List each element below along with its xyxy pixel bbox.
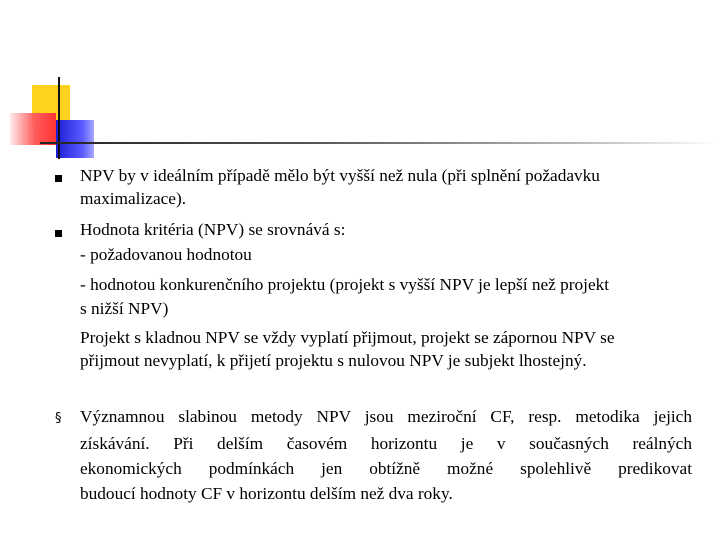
bullet-2-line-2: - požadovanou hodnotou (80, 245, 252, 264)
bullet-2-line-6: přijmout nevyplatí, k přijetí projektu s nulovou NPV je subjekt lhostejný. (80, 351, 587, 370)
bullet-2-line-3: - hodnotou konkurenčního projektu (projekt s vyšší NPV je lepší než projekt (80, 275, 610, 294)
bullet-1-line-1: NPV by v ideálním případě mělo být vyšší než nula (při splnění požadavku (80, 166, 600, 185)
bullet-3-line-1: Významnou slabinou metody NPV jsou meziroční CF, resp. metodika jejich (80, 407, 692, 426)
bullet-1-line-2: maximalizace). (80, 189, 187, 208)
bullet-2-line-4: s nižší NPV) (80, 299, 169, 318)
bullet-2-line-5: Projekt s kladnou NPV se vždy vyplatí přijmout, projekt se zápornou NPV se (80, 328, 615, 347)
bullet-3-line-4: budoucí hodnoty CF v horizontu delším než dva roky. (80, 484, 453, 503)
bullet-2-line-1: Hodnota kritéria (NPV) se srovnává s: (80, 220, 346, 239)
bullet-3-line-3: ekonomických podmínkách jen obtížně možné spolehlivě predikovat (80, 459, 692, 478)
section-bullet-icon: § (55, 411, 62, 426)
bullet-square-icon (55, 230, 62, 237)
bullet-square-icon (55, 175, 62, 182)
bullet-3-line-2: získávání. Při delším časovém horizontu je v současných reálných (80, 434, 692, 453)
